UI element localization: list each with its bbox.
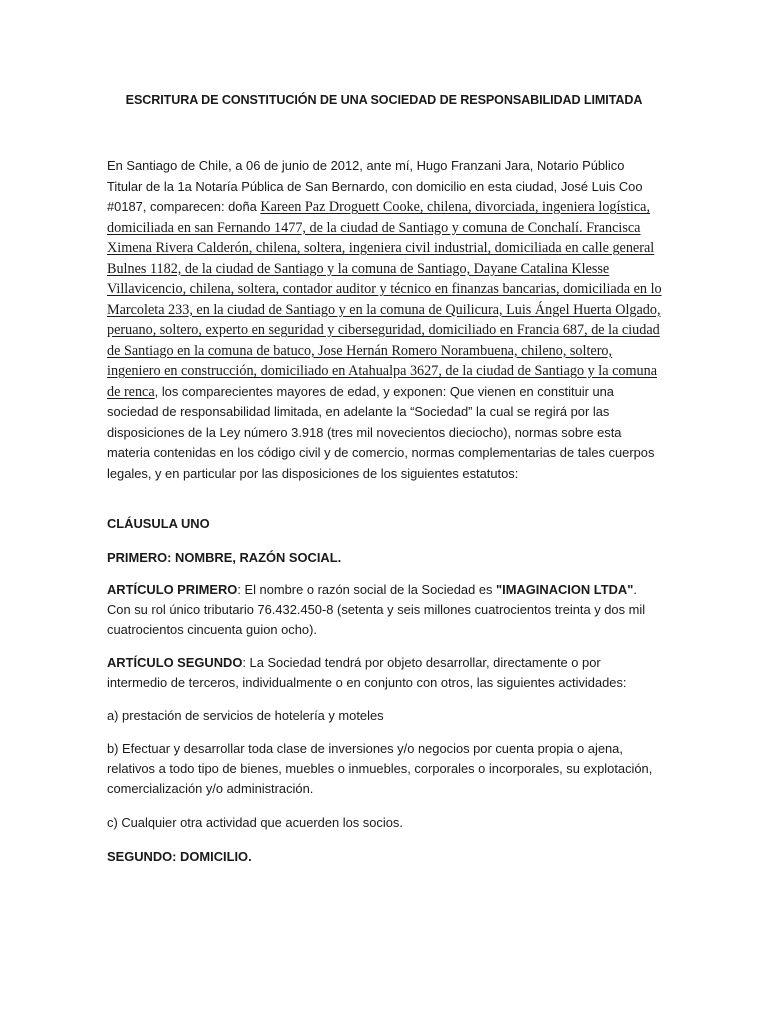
articulo-primero-text-a: : El nombre o razón social de la Sociedad es <box>237 582 497 597</box>
articulo-primero-label: ARTÍCULO PRIMERO <box>107 582 238 597</box>
articulo-segundo-text: : La Sociedad tendrá por objeto desarrollar, directamente o por intermedio de terceros, individualmente o en conjunto con otros, las siguientes actividades: <box>107 655 627 690</box>
activity-item-b: b) Efectuar y desarrollar toda clase de inversiones y/o negocios por cuenta propia o ajena, relativos a todo tipo de bienes, muebles o inmuebles, corporales o incorporales, su explotación, comercialización y/o administración. <box>107 741 653 796</box>
company-name: "IMAGINACION LTDA" <box>496 582 634 597</box>
articulo-primero-paragraph <box>107 580 663 640</box>
articulo-segundo-label: ARTÍCULO SEGUNDO <box>107 655 243 670</box>
articulo-segundo-paragraph <box>107 653 663 693</box>
intro-appearing-parties: Kareen Paz Droguett Cooke, chilena, divorciada, ingeniera logística, domiciliada en san Fernando 1477, de la ciudad de Santiago y comuna de Conchalí. Francisca Ximena Rivera Calderón, chilena, soltera, ingeniera civil industrial, domiciliada en calle general Bulnes 1182, de la ciudad de Santiago y la comuna de Santiago, Dayane Catalina Klesse Villavicencio, chilena, soltera, contador auditor y técnico en finanzas bancarias, domiciliada en lo Marcoleta 233, en la ciudad de Santiago y en la comuna de Quilicura, Luis Ángel Huerta Olgado, peruano, soltero, experto en seguridad y ciberseguridad, domiciliado en Francia 687, de la ciudad de Santiago en la comuna de batuco, Jose Hernán Romero Norambuena, chileno, soltero, ingeniero en construcción, domiciliado en Atahualpa 3627, de la ciudad de Santiago y la comuna de renca <box>107 199 662 400</box>
articulo-primero-text-b: . Con su rol único tributario 76.432.450-8 (setenta y seis millones cuatrocientos treinta y dos mil cuatrocientos cincuenta guion ocho). <box>107 582 646 637</box>
document-title: ESCRITURA DE CONSTITUCIÓN DE UNA SOCIEDAD DE RESPONSABILIDAD LIMITADA <box>125 93 643 107</box>
segundo-heading: SEGUNDO: DOMICILIO. <box>107 849 252 864</box>
primero-heading: PRIMERO: NOMBRE, RAZÓN SOCIAL. <box>107 550 342 565</box>
intro-text-start: En Santiago de Chile, a 06 de junio de 2012, ante mí, Hugo Franzani Jara, Notario Público Titular de la 1a Notaría Pública de San Bernardo, con domicilio en esta ciudad, José Luis Coo #0187, comparecen: doña <box>107 158 643 214</box>
activity-item-a: a) prestación de servicios de hotelería y moteles <box>107 708 384 723</box>
intro-text-end: , los comparecientes mayores de edad, y exponen: Que vienen en constituir una sociedad de responsabilidad limitada, en adelante la “Sociedad” la cual se regirá por las disposiciones de la Ley número 3.918 (tres mil novecientos dieciocho), normas sobre esta materia contenidas en los código civil y de comercio, normas complementarias de tales cuerpos legales, y en particular por las disposiciones de los siguientes estatutos: <box>107 383 655 481</box>
clausula-uno-heading: CLÁUSULA UNO <box>107 516 210 531</box>
intro-paragraph <box>107 156 663 484</box>
activity-item-c: c) Cualquier otra actividad que acuerden los socios. <box>107 815 403 830</box>
